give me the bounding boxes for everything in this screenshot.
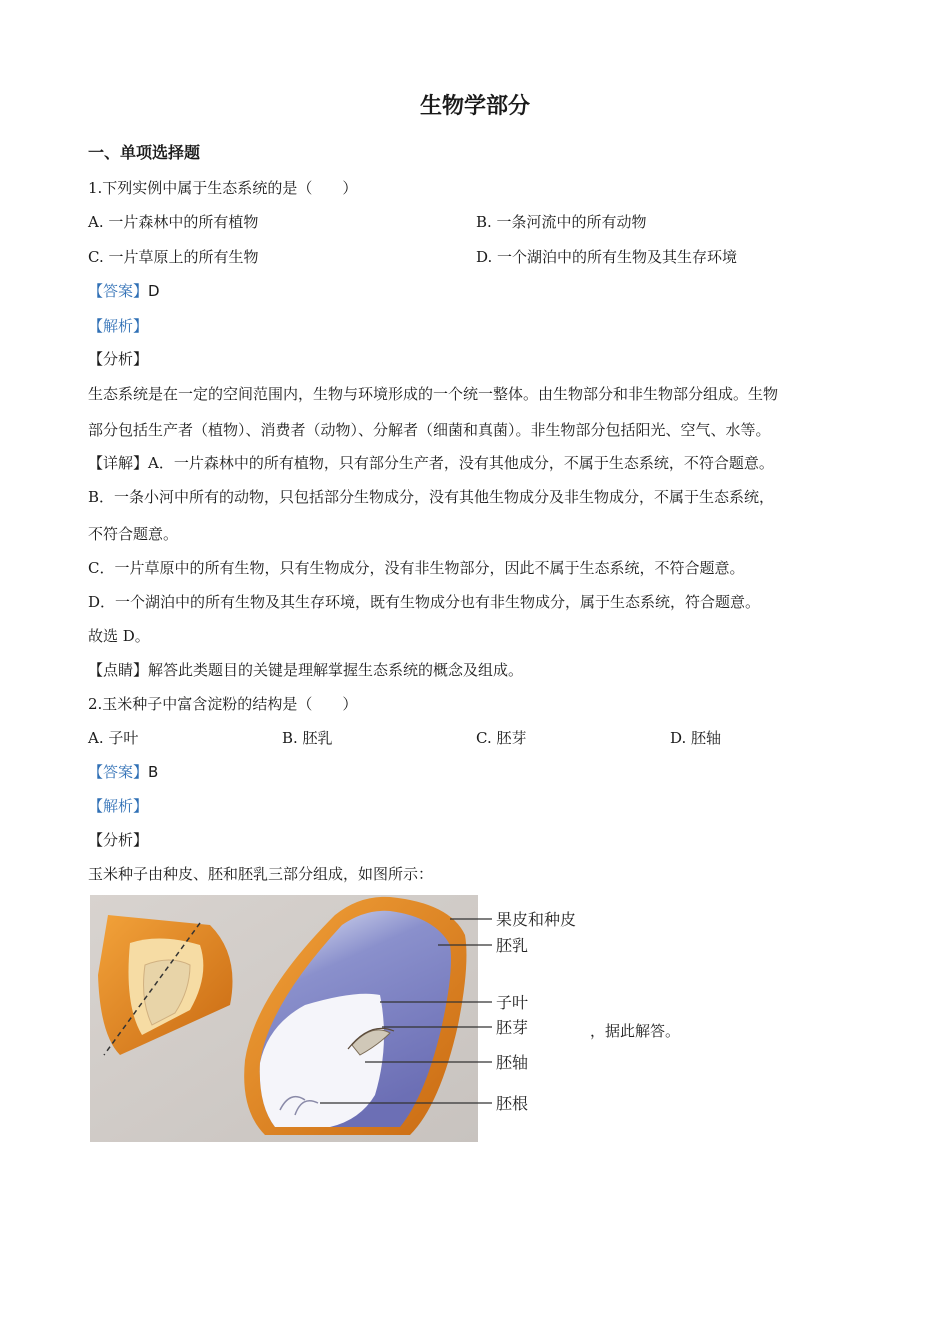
q1-analysis-line-2: 部分包括生产者（植物）、消费者（动物）、分解者（细菌和真菌）。非生物部分包括阳光、空气、水等。 (88, 421, 771, 439)
q1-analysis-line-1: 生态系统是在一定的空间范围内，生物与环境形成的一个统一整体。由生物部分和非生物部分组成。生物 (88, 385, 779, 403)
label-endosperm: 胚乳 (496, 936, 529, 955)
q2-analysis-line-1: 玉米种子由种皮、胚和胚乳三部分组成，如图所示： (88, 865, 434, 883)
q1-jiexi-tag: 【解析】 (88, 317, 149, 335)
q1-option-c: C. 一片草原上的所有生物 (88, 248, 259, 266)
q1-option-d: D. 一个湖泊中的所有生物及其生存环境 (476, 248, 738, 266)
q2-jiexi-tag: 【解析】 (88, 797, 149, 815)
question-1-stem: 1.下列实例中属于生态系统的是（ ） (88, 179, 358, 197)
label-hypocotyl: 胚轴 (496, 1053, 529, 1072)
answer-tag: 【答案】 (88, 282, 149, 300)
q1-option-b: B. 一条河流中的所有动物 (476, 213, 647, 231)
q1-option-a: A. 一片森林中的所有植物 (88, 213, 259, 231)
answer-value: B (148, 763, 159, 781)
q1-detail-line-4: C．一片草原中的所有生物，只有生物成分，没有非生物部分，因此不属于生态系统，不符合题意。 (88, 559, 745, 577)
section-heading: 一、单项选择题 (88, 143, 201, 162)
answer-value: D (148, 282, 160, 300)
label-radicle: 胚根 (496, 1094, 529, 1113)
figure-labels (496, 910, 576, 1113)
q2-answer-line (88, 761, 158, 783)
q1-answer-line (88, 280, 160, 302)
q1-detail-line-3: 不符合题意。 (88, 525, 179, 543)
q1-fenxi-tag: 【分析】 (88, 350, 149, 368)
question-2-stem: 2.玉米种子中富含淀粉的结构是（ ） (88, 695, 358, 713)
figure-trailing-text: ，据此解答。 (590, 1022, 681, 1040)
q2-option-c: C. 胚芽 (476, 729, 527, 747)
label-cotyledon: 子叶 (496, 993, 529, 1012)
q1-detail-line-5: D．一个湖泊中的所有生物及其生存环境，既有生物成分也有非生物成分，属于生态系统，符合题意。 (88, 593, 761, 611)
answer-tag: 【答案】 (88, 763, 149, 781)
q1-detail-line-1: 【详解】A．一片森林中的所有植物，只有部分生产者，没有其他成分，不属于生态系统，不符合题意。 (88, 454, 774, 472)
q2-option-a: A. 子叶 (88, 729, 139, 747)
label-pericarp-seedcoat: 果皮和种皮 (496, 910, 577, 929)
label-plumule: 胚芽 (496, 1018, 529, 1037)
q2-option-d: D. 胚轴 (670, 729, 722, 747)
corn-seed-diagram (90, 895, 600, 1142)
q2-fenxi-tag: 【分析】 (88, 831, 149, 849)
page-title: 生物学部分 (419, 94, 530, 119)
q1-detail-line-2: B．一条小河中所有的动物，只包括部分生物成分，没有其他生物成分及非生物成分，不属于生态系统， (88, 488, 775, 506)
q1-comment: 【点睛】解答此类题目的关键是理解掌握生态系统的概念及组成。 (88, 661, 524, 679)
q2-option-b: B. 胚乳 (282, 729, 333, 747)
q1-detail-line-6: 故选 D。 (88, 627, 150, 645)
